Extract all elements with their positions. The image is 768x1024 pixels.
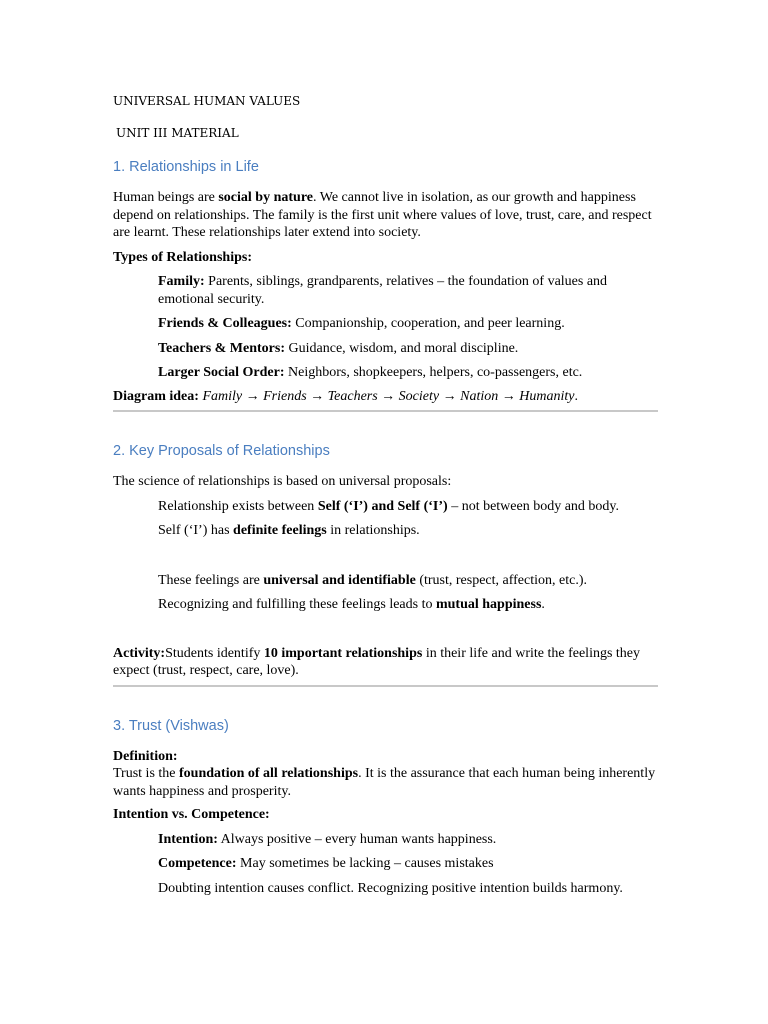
activity-text-2: in their life and write the feelings they expect (trust, respect, care, love). — [113, 645, 641, 678]
proposal-item — [158, 498, 658, 516]
types-label-text: Types of Relationships: — [113, 249, 252, 265]
relationship-item-social-order — [158, 364, 658, 382]
definition-label — [113, 748, 658, 766]
section-heading-key-proposals: 2. Key Proposals of Relationships — [113, 443, 330, 459]
diagram-text: Family → Friends → Teachers → Society → Nation → Humanity — [198, 388, 575, 404]
item-text: Neighbors, shopkeepers, helpers, co-passengers, etc. — [284, 365, 583, 380]
item-text: Parents, siblings, grandparents, relatives – the foundation of values and emotional security. — [158, 274, 608, 307]
activity — [113, 645, 658, 680]
relationship-item-friends — [158, 315, 658, 333]
proposal-bold: mutual happiness — [435, 597, 542, 612]
section-divider — [113, 685, 658, 687]
ivc-label-text: Intention vs. Competence: — [113, 807, 270, 822]
competence-label: Competence: — [158, 856, 237, 871]
intro-text-2: . We cannot live in isolation, as our growth and happiness depend on relationships. The family is the first unit where values of love, trust, care, and respect are learnt. These relationships later extend into society. — [113, 190, 652, 240]
proposal-bold: universal and identifiable — [263, 572, 416, 588]
definition-label-text: Definition: — [113, 748, 178, 764]
document-title: UNIVERSAL HUMAN VALUES — [113, 94, 301, 108]
doubting-item: Doubting intention causes conflict. Recognizing positive intention builds harmony. — [158, 880, 623, 896]
definition-t2: . It is the assurance that each human being inherently wants happiness and prosperity. — [113, 766, 656, 799]
relationship-item-family — [158, 273, 658, 308]
intention-label: Intention: — [158, 831, 218, 847]
proposals-intro: The science of relationships is based on universal proposals: — [113, 474, 452, 489]
document-content — [113, 93, 658, 897]
item-label: Family: — [158, 274, 205, 289]
competence-item — [158, 855, 658, 873]
item-label: Teachers & Mentors: — [158, 340, 286, 356]
activity-label: Activity: — [113, 645, 166, 661]
proposal-text: Relationship exists between — [158, 498, 318, 514]
item-label: Larger Social Order: — [158, 365, 285, 380]
intro-bold: social by nature — [218, 190, 313, 205]
activity-text: Students identify — [165, 645, 264, 661]
definition-text — [113, 765, 658, 800]
proposal-text-2: (trust, respect, affection, etc.). — [415, 572, 587, 588]
proposal-item — [158, 572, 658, 590]
competence-text: May sometimes be lacking – causes mistakes — [236, 856, 494, 871]
intro-text: Human beings are — [113, 190, 219, 205]
definition-bold: foundation of all relationships — [179, 766, 359, 781]
proposal-bold: Self (‘I’) and Self (‘I’) — [317, 498, 448, 514]
proposal-item — [158, 522, 658, 540]
proposal-text-2: – not between body and body. — [447, 498, 620, 514]
proposal-text: Recognizing and fulfilling these feelings leads to — [158, 597, 436, 612]
proposal-bold: definite feelings — [233, 523, 327, 538]
proposal-text: Self (‘I’) has — [158, 523, 234, 538]
intention-vs-competence-label — [113, 806, 658, 824]
activity-bold: 10 important relationships — [263, 645, 423, 661]
intention-text: Always positive – every human wants happiness. — [217, 831, 497, 847]
types-label — [113, 249, 658, 267]
section-heading-relationships: 1. Relationships in Life — [113, 159, 259, 175]
section-heading-trust: 3. Trust (Vishwas) — [113, 717, 229, 734]
diagram-end: . — [574, 388, 578, 404]
proposal-item — [158, 596, 658, 614]
diagram-label: Diagram idea: — [113, 388, 199, 404]
item-text: Companionship, cooperation, and peer learning. — [291, 316, 565, 331]
proposal-text-2: . — [541, 597, 545, 612]
intention-item — [158, 831, 658, 849]
relationship-item-teachers — [158, 340, 658, 358]
document-subtitle: UNIT III MATERIAL — [116, 126, 239, 140]
proposal-text: These feelings are — [158, 572, 264, 588]
proposal-text-2: in relationships. — [326, 523, 420, 538]
diagram-idea — [113, 388, 658, 406]
item-text: Guidance, wisdom, and moral discipline. — [285, 340, 519, 356]
section-divider — [113, 410, 658, 412]
item-label: Friends & Colleagues: — [158, 316, 292, 331]
relationships-intro — [113, 189, 658, 242]
definition-t1: Trust is the — [113, 766, 180, 781]
